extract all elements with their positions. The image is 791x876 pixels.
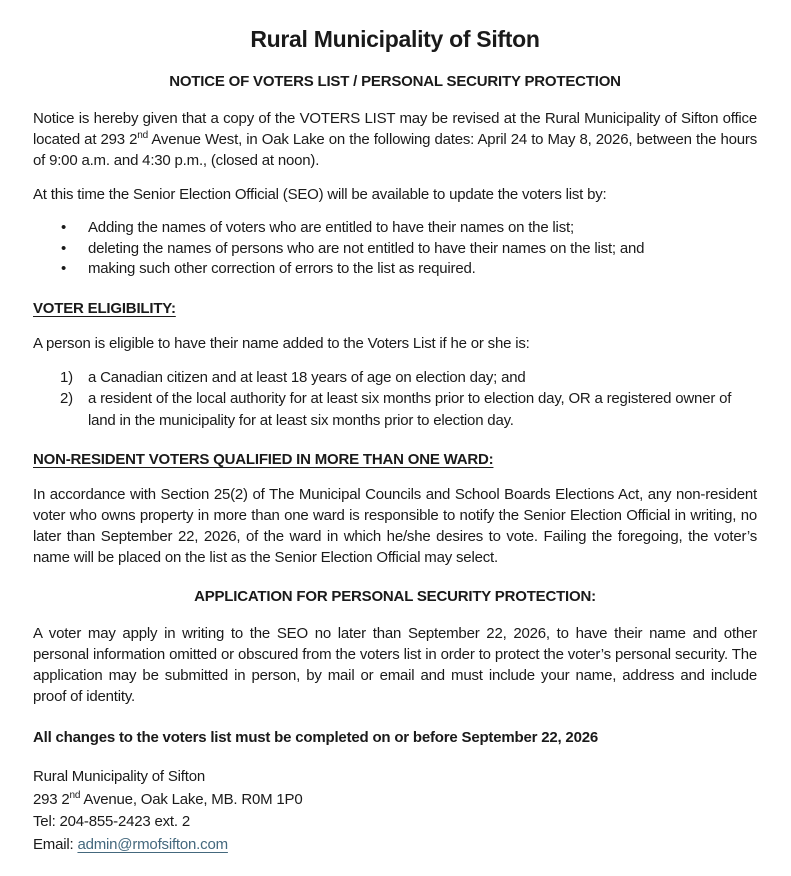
non-resident-heading-text: NON-RESIDENT VOTERS QUALIFIED IN MORE THAN ONE WARD: bbox=[33, 451, 494, 468]
non-resident-heading bbox=[33, 451, 757, 468]
numbered-item-text: a resident of the local authority for at least six months prior to election day, OR a registered owner of land in the municipality for at least six months prior to election day. bbox=[88, 390, 732, 429]
deadline-statement: All changes to the voters list must be completed on or before September 22, 2026 bbox=[33, 729, 598, 746]
contact-address-text-1: 293 2 bbox=[33, 790, 70, 808]
bullet-item-text: deleting the names of persons who are not entitled to have their names on the list; and bbox=[88, 239, 645, 257]
list-item bbox=[88, 388, 757, 431]
contact-address bbox=[33, 789, 757, 812]
bullet-item-text: making such other correction of errors to the list as required. bbox=[88, 260, 476, 277]
notice-subtitle: NOTICE OF VOTERS LIST / PERSONAL SECURITY PROTECTION bbox=[169, 73, 621, 90]
contact-email-line bbox=[33, 834, 757, 857]
numbered-item-text: a Canadian citizen and at least 18 years of age on election day; and bbox=[88, 368, 526, 386]
seo-availability-paragraph: At this time the Senior Election Official (SEO) will be available to update the voters list by: bbox=[33, 186, 607, 203]
ordinal-superscript: nd bbox=[69, 789, 81, 801]
contact-address-text-2: Avenue, Oak Lake, MB. R0M 1P0 bbox=[80, 790, 303, 808]
notice-intro-text-2: Avenue West, in Oak Lake on the following dates: April 24 to May 8, 2026, between the hours of 9:00 a.m. and 4:30 p.m., (closed at noon). bbox=[33, 131, 757, 169]
application-paragraph: A voter may apply in writing to the SEO no later than September 22, 2026, to have their name and other personal information omitted or obscured from the voters list in order to protect the voter’s personal security. The application may be submitted in person, by mail or email and must include your name, address and include proof of identity. bbox=[33, 625, 757, 705]
update-actions-list bbox=[33, 218, 757, 280]
voter-eligibility-heading-text: VOTER ELIGIBILITY: bbox=[33, 299, 176, 317]
contact-name: Rural Municipality of Sifton bbox=[33, 768, 205, 785]
voter-eligibility-heading bbox=[33, 300, 757, 317]
voter-eligibility-intro: A person is eligible to have their name added to the Voters List if he or she is: bbox=[33, 334, 530, 352]
page-title: Rural Municipality of Sifton bbox=[250, 26, 540, 52]
application-heading: APPLICATION FOR PERSONAL SECURITY PROTECTION: bbox=[194, 588, 596, 605]
list-item bbox=[88, 239, 757, 260]
notice-intro-text-1: Notice is hereby given that a copy of the VOTERS LIST may be revised at the Rural Municipality of Sifton office located at 293 2 bbox=[33, 110, 757, 148]
notice-intro-paragraph bbox=[33, 108, 757, 171]
contact-phone: Tel: 204-855-2423 ext. 2 bbox=[33, 813, 190, 830]
email-link[interactable]: admin@rmofsifton.com bbox=[77, 835, 228, 853]
contact-email-label: Email: bbox=[33, 835, 78, 853]
contact-block bbox=[33, 766, 757, 856]
ordinal-superscript: nd bbox=[137, 130, 148, 141]
list-item bbox=[88, 218, 757, 239]
bullet-item-text: Adding the names of voters who are entitled to have their names on the list; bbox=[88, 219, 574, 236]
eligibility-criteria-list bbox=[33, 367, 757, 432]
list-item bbox=[88, 259, 757, 280]
list-item bbox=[88, 367, 757, 389]
non-resident-paragraph: In accordance with Section 25(2) of The Municipal Councils and School Boards Elections Act, any non-resident voter who owns property in more than one ward is responsible to notify the Senior Election Official in writing, no later than September 22, 2026, of the ward in which he/she desires to vote. Failing the foregoing, the voter’s name will be placed on the list as the Senior Election Official may select. bbox=[33, 486, 757, 566]
